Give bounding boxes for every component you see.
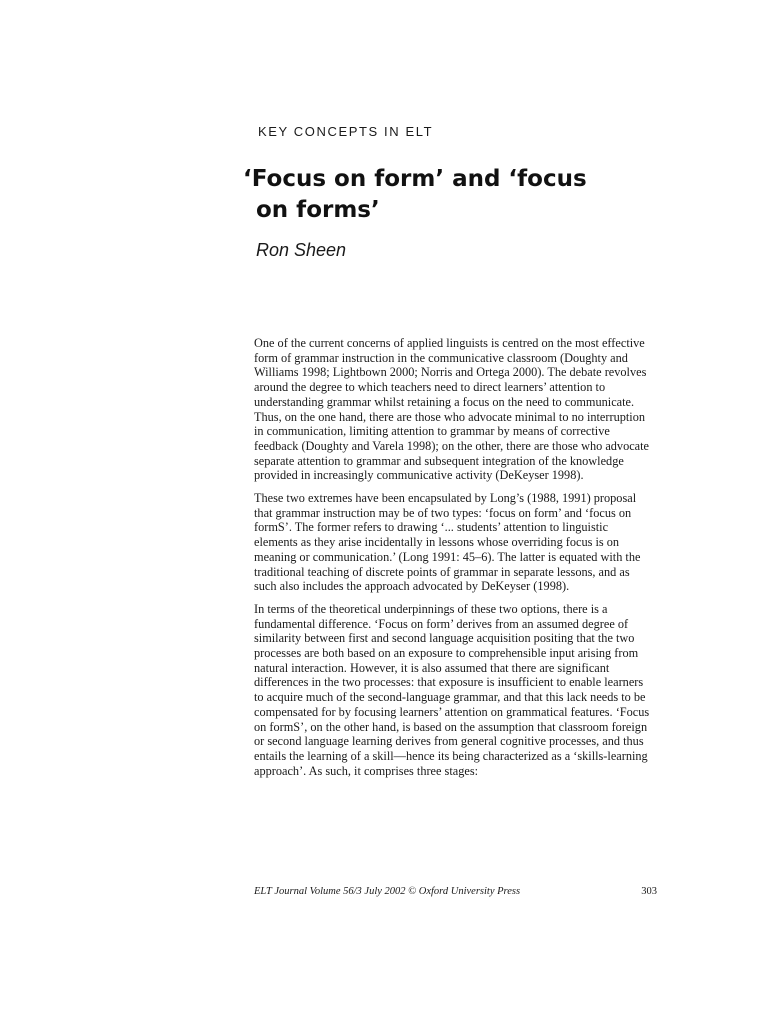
journal-citation: ELT Journal Volume 56/3 July 2002 © Oxford University Press <box>254 886 521 897</box>
article-author: Ron Sheen <box>256 240 347 260</box>
section-label: KEY CONCEPTS IN ELT <box>258 124 434 139</box>
article-body <box>254 336 654 786</box>
article-title <box>243 164 663 226</box>
page-number: 303 <box>641 886 657 897</box>
body-paragraph: One of the current concerns of applied linguists is centred on the most effective form of grammar instruction in the communicative classroom (Doughty and Williams 1998; Lightbown 2000; Norris and Ortega 2000). The debate revolves around the degree to which teachers need to direct learners’ attention to understanding grammar whilst retaining a focus on the need to communicate. Thus, on the one hand, there are those who advocate minimal to no interruption in communication, limiting attention to grammar by means of corrective feedback (Doughty and Varela 1998); on the other, there are those who advocate separate attention to grammar and subsequent integration of the knowledge provided in increasingly communicative activity (DeKeyser 1998). <box>254 336 650 483</box>
article-title-line-2: on forms’ <box>256 197 380 223</box>
page-footer <box>254 886 657 897</box>
body-paragraph: These two extremes have been encapsulated by Long’s (1988, 1991) proposal that grammar instruction may be of two types: ‘focus on form’ and ‘focus on formS’. The former refers to drawing ‘... students’ attention to linguistic elements as they arise incidentally in lessons whose overriding focus is on meaning or communication.’ (Long 1991: 45–6). The latter is equated with the traditional teaching of discrete points of grammar in separate lessons, and as such also includes the approach advocated by DeKeyser (1998). <box>254 491 641 594</box>
article-title-line-1: ‘Focus on form’ and ‘focus <box>243 166 587 192</box>
body-paragraph: In terms of the theoretical underpinnings of these two options, there is a fundamental difference. ‘Focus on form’ derives from an assumed degree of similarity between first and second language acquisition positing that the two processes are both based on an exposure to comprehensible input arising from natural interaction. However, it is also assumed that there are significant differences in the two processes: that exposure is insufficient to enable learners to acquire much of the second-language grammar, and that this lack needs to be compensated for by focusing learners’ attention on grammatical features. ‘Focus on formS’, on the other hand, is based on the assumption that classroom foreign or second language learning derives from general cognitive processes, and thus entails the learning of a skill—hence its being characterized as a ‘skills-learning approach’. As such, it comprises three stages: <box>254 601 650 778</box>
